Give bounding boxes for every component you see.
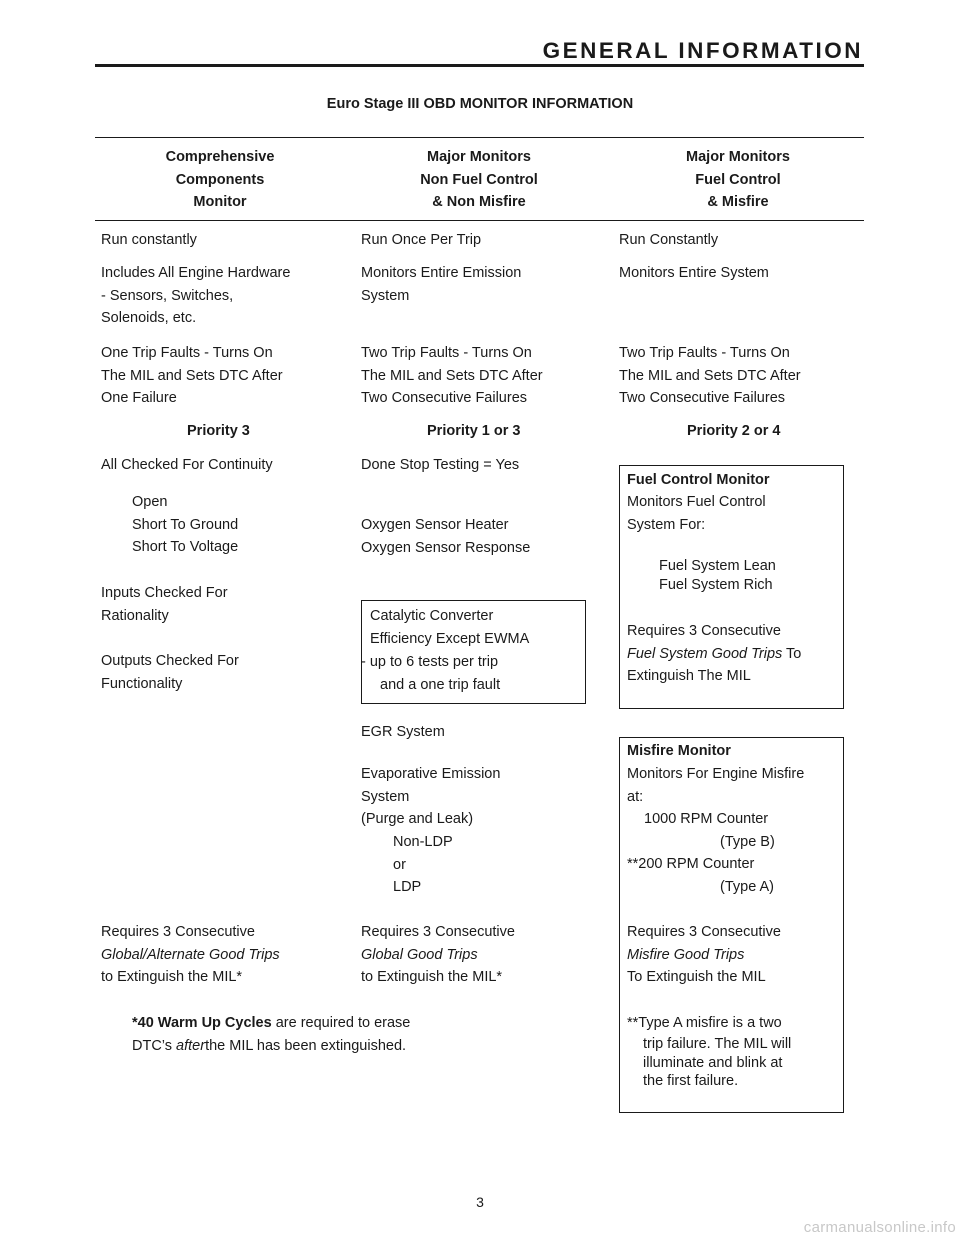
comp-run: Run constantly (101, 232, 197, 248)
fuel-priority: Priority 2 or 4 (687, 423, 781, 439)
text-line: to Extinguish the MIL* (361, 969, 503, 986)
watermark: carmanualsonline.info (803, 1219, 956, 1236)
text-line: One Trip Faults - Turns On (101, 345, 273, 361)
text-line: trip failure. The MIL will (643, 1036, 792, 1052)
misfire-note-rest (643, 1035, 791, 1091)
catalytic-line: and a one trip fault (380, 677, 501, 693)
text-line: Solenoids, etc. (101, 310, 197, 327)
text-line: System For: (627, 516, 706, 533)
text-line: Non-LDP (393, 834, 453, 850)
text-fragment: the MIL has been extinguished. (205, 1038, 407, 1054)
misfire-counter-1000: 1000 RPM Counter (644, 811, 769, 827)
misfire-type-b: (Type B) (720, 834, 775, 850)
heading-fuel (638, 146, 838, 214)
nonfuel-run: Run Once Per Trip (361, 232, 482, 248)
misfire-note-first: **Type A misfire is a two (627, 1015, 782, 1031)
text-fragment: are required to erase (275, 1015, 411, 1031)
text-line: (Purge and Leak) (361, 811, 474, 828)
misfire-box-lines (627, 763, 804, 808)
nonfuel-requires (361, 921, 515, 989)
heading-line: Fuel Control (695, 171, 781, 188)
misfire-box-title: Misfire Monitor (627, 743, 731, 759)
heading-comprehensive (120, 146, 320, 214)
text-line: Includes All Engine Hardware (101, 265, 291, 281)
misfire-type-a: (Type A) (720, 879, 774, 895)
fuel-box-req1: Requires 3 Consecutive (627, 623, 781, 639)
text-line: Rationality (101, 607, 169, 624)
heading-line: Non Fuel Control (420, 171, 538, 188)
heading-line: Comprehensive (165, 149, 275, 165)
misfire-requires (627, 921, 781, 989)
nonfuel-o2-response: Oxygen Sensor Response (361, 540, 531, 556)
table-header-rule (95, 220, 864, 221)
nonfuel-evap (361, 763, 500, 831)
text-line: at: (627, 788, 644, 805)
heading-line: & Non Misfire (432, 194, 526, 211)
heading-line: Components (175, 171, 265, 188)
comp-includes (101, 262, 290, 330)
warm-up-cycles-label: *40 Warm Up Cycles (132, 1015, 272, 1031)
text-line: - Sensors, Switches, (101, 287, 234, 304)
text-line: Monitors Fuel Control (627, 494, 766, 510)
nonfuel-faults (361, 342, 543, 410)
text-line: LDP (393, 879, 422, 896)
comp-outputs (101, 650, 239, 695)
text-line: Requires 3 Consecutive (627, 924, 781, 940)
nonfuel-done: Done Stop Testing = Yes (361, 457, 520, 473)
fuel-box-title: Fuel Control Monitor (627, 472, 770, 488)
text-line: Requires 3 Consecutive (361, 924, 515, 940)
nonfuel-egr: EGR System (361, 724, 445, 740)
fuel-box-req2 (627, 643, 801, 666)
text-line: Short To Ground (132, 516, 239, 533)
text-line: Monitors Entire Emission (361, 265, 522, 281)
header-rule (95, 64, 864, 67)
catalytic-line: Efficiency Except EWMA (370, 631, 530, 647)
text-fragment: To (786, 646, 802, 662)
good-trips-label: Global/Alternate Good Trips (101, 946, 280, 963)
comp-checked: All Checked For Continuity (101, 457, 273, 473)
table-top-rule (95, 137, 864, 138)
fuel-monitors: Monitors Entire System (619, 265, 769, 281)
fuel-box-conditions (659, 557, 776, 595)
page-number: 3 (476, 1194, 484, 1210)
fuel-box-lines (627, 491, 766, 536)
nonfuel-monitors (361, 262, 521, 307)
section-title: GENERAL INFORMATION (542, 38, 863, 63)
text-line: or (393, 856, 406, 873)
text-fragment: DTC’s (132, 1038, 173, 1054)
comp-requires (101, 921, 280, 989)
text-line: The MIL and Sets DTC After (361, 367, 543, 384)
nonfuel-priority: Priority 1 or 3 (427, 423, 521, 439)
footnote-line-1 (132, 1012, 410, 1035)
text-line: One Failure (101, 390, 177, 407)
text-line: Inputs Checked For (101, 585, 228, 601)
text-line: Fuel System Rich (659, 577, 773, 593)
document-title: Euro Stage III OBD MONITOR INFORMATION (326, 96, 634, 112)
footnote-line-2 (132, 1035, 406, 1058)
text-line: To Extinguish the MIL (627, 969, 766, 986)
text-line: Open (132, 494, 168, 510)
text-line: Two Consecutive Failures (619, 390, 786, 407)
nonfuel-evap-sub (393, 831, 453, 899)
text-line: Short To Voltage (132, 539, 239, 556)
text-line: the first failure. (643, 1073, 739, 1089)
comp-priority: Priority 3 (187, 423, 250, 439)
text-line: Monitors For Engine Misfire (627, 766, 805, 782)
catalytic-line: - up to 6 tests per trip (361, 654, 499, 670)
text-line: Outputs Checked For (101, 653, 239, 669)
heading-line: Major Monitors (427, 149, 531, 165)
heading-line: Major Monitors (686, 149, 790, 165)
good-trips-label: Misfire Good Trips (627, 946, 745, 963)
text-line: Two Trip Faults - Turns On (619, 345, 790, 361)
text-line: Functionality (101, 675, 183, 692)
fuel-faults (619, 342, 801, 410)
good-trips-label: Global Good Trips (361, 946, 478, 963)
catalytic-line: Catalytic Converter (370, 608, 494, 624)
comp-inputs (101, 582, 228, 627)
heading-non-fuel (379, 146, 579, 214)
misfire-counter-200: **200 RPM Counter (627, 856, 755, 872)
heading-line: Monitor (193, 194, 247, 211)
text-line: The MIL and Sets DTC After (619, 367, 801, 384)
comp-faults (101, 342, 283, 410)
nonfuel-o2-heater: Oxygen Sensor Heater (361, 517, 509, 533)
fuel-run: Run Constantly (619, 232, 719, 248)
text-line: System (361, 788, 410, 805)
text-line: Two Trip Faults - Turns On (361, 345, 532, 361)
text-line: Requires 3 Consecutive (101, 924, 255, 940)
text-line: Two Consecutive Failures (361, 390, 528, 407)
text-line: Evaporative Emission (361, 766, 501, 782)
good-trips-label: Fuel System Good Trips (627, 646, 783, 662)
text-line: to Extinguish the MIL* (101, 969, 243, 986)
text-line: The MIL and Sets DTC After (101, 367, 283, 384)
text-line: System (361, 287, 410, 304)
text-line: Fuel System Lean (659, 558, 776, 574)
comp-checks (132, 491, 238, 559)
text-line: illuminate and blink at (643, 1054, 783, 1071)
fuel-box-req3: Extinguish The MIL (627, 668, 751, 684)
text-fragment: after (176, 1038, 206, 1054)
heading-line: & Misfire (707, 194, 769, 211)
